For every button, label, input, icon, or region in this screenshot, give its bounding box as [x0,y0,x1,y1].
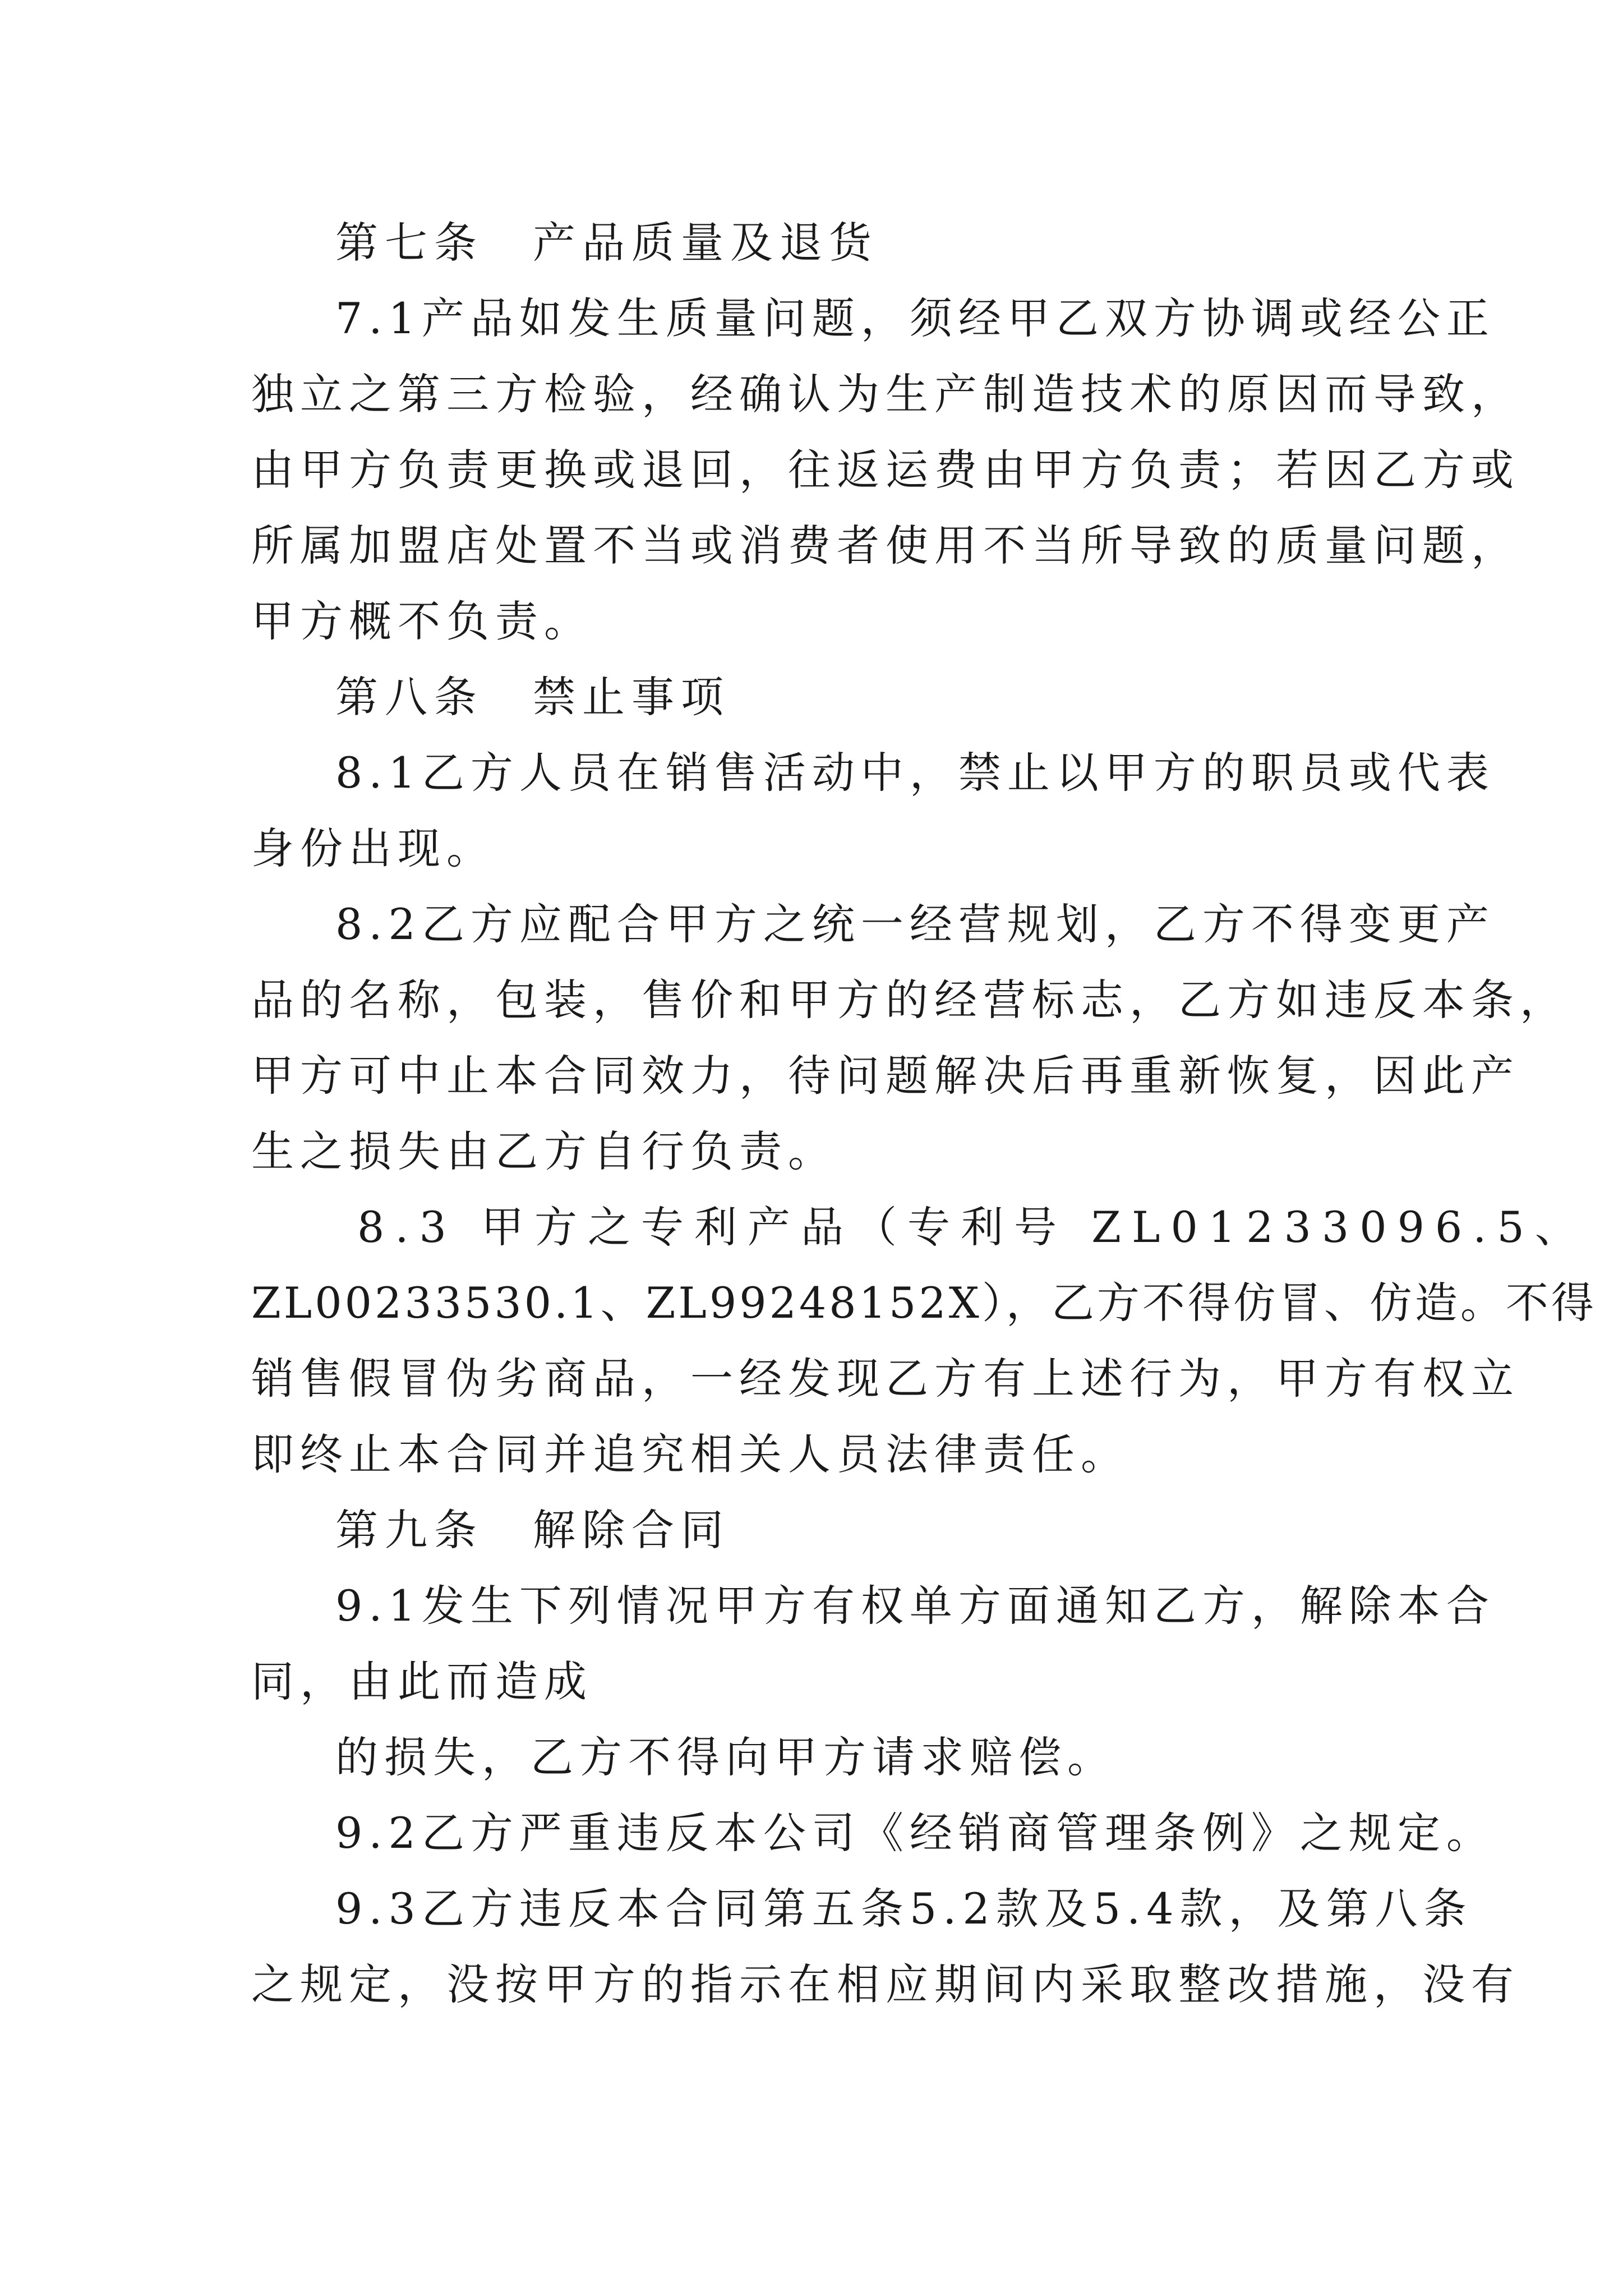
paragraph-7-1-line-1: 7.1产品如发生质量问题，须经甲乙双方协调或经公正 [335,293,1495,343]
paragraph-7-1-line-5: 甲方概不负责。 [251,596,593,646]
paragraph-7-1-line-3: 由甲方负责更换或退回，往返运费由甲方负责；若因乙方或 [251,445,1520,495]
paragraph-9-3-line-1: 9.3乙方违反本合同第五条5.2款及5.4款，及第八条 [335,1884,1473,1934]
paragraph-9-1-line-1: 9.1发生下列情况甲方有权单方面通知乙方，解除本合 [335,1581,1495,1631]
paragraph-9-1-line-3: 的损失，乙方不得向甲方请求赔偿。 [335,1732,1116,1782]
paragraph-8-2-line-2: 品的名称，包装，售价和甲方的经营标志，乙方如违反本条， [251,975,1569,1025]
paragraph-8-3-line-3: 销售假冒伪劣商品，一经发现乙方有上述行为，甲方有权立 [251,1354,1520,1404]
paragraph-8-2-line-1: 8.2乙方应配合甲方之统一经营规划，乙方不得变更产 [335,899,1495,949]
paragraph-9-2-line-1: 9.2乙方严重违反本公司《经销商管理条例》之规定。 [335,1808,1495,1858]
paragraph-9-1-line-2: 同，由此而造成 [251,1657,593,1706]
paragraph-7-1-line-2: 独立之第三方检验，经确认为生产制造技术的原因而导致， [251,369,1520,419]
paragraph-7-1-line-4: 所属加盟店处置不当或消费者使用不当所导致的质量问题， [251,521,1520,570]
paragraph-8-3-line-2: ZL00233530.1、ZL99248152X），乙方不得仿冒、仿造。不得 [251,1278,1597,1328]
paragraph-8-2-line-4: 生之损失由乙方自行负责。 [251,1126,837,1176]
article-9-heading: 第九条 解除合同 [335,1505,730,1555]
paragraph-8-3-line-1: 8.3 甲方之专利产品（专利号 ZL01233096.5、 [357,1202,1588,1252]
paragraph-8-3-line-4: 即终止本合同并追究相关人员法律责任。 [251,1429,1129,1479]
paragraph-8-2-line-3: 甲方可中止本合同效力，待问题解决后再重新恢复，因此产 [251,1051,1520,1101]
article-8-heading: 第八条 禁止事项 [335,672,730,722]
paragraph-9-3-line-2: 之规定，没按甲方的指示在相应期间内采取整改措施，没有 [251,1959,1520,2009]
paragraph-8-1-line-1: 8.1乙方人员在销售活动中，禁止以甲方的职员或代表 [335,748,1495,798]
article-7-heading: 第七条 产品质量及退货 [335,218,878,268]
paragraph-8-1-line-2: 身份出现。 [251,823,495,873]
